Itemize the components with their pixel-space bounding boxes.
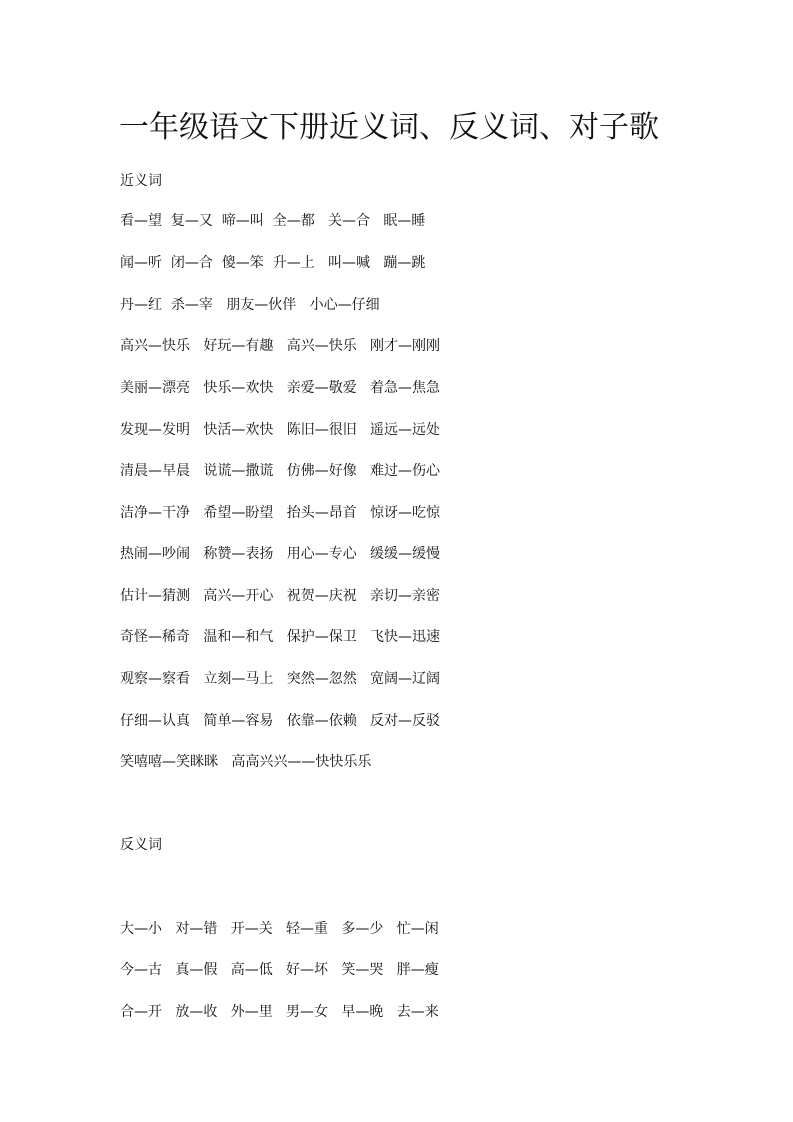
synonym-line: 笑嘻嘻—笑眯眯 高高兴兴——快快乐乐 [120, 754, 372, 770]
antonym-line: 合—开 放—收 外—里 男—女 早—晚 去—来 [120, 1004, 439, 1020]
synonym-line: 清晨—早晨 说谎—撒谎 仿佛—好像 难过—伤心 [120, 463, 441, 479]
antonym-line: 今—古 真—假 高—低 好—坏 笑—哭 胖—瘦 [120, 962, 439, 978]
synonym-line: 丹—红 杀—宰 朋友—伙伴 小心—仔细 [120, 297, 380, 313]
synonym-line: 看—望 复—又 啼—叫 全—都 关—合 眠—睡 [120, 213, 426, 229]
page-title: 一年级语文下册近义词、反义词、对子歌 [119, 110, 659, 145]
synonym-line: 美丽—漂亮 快乐—欢快 亲爱—敬爱 着急—焦急 [120, 380, 441, 396]
section-heading-synonyms: 近义词 [120, 173, 162, 189]
synonym-line: 奇怪—稀奇 温和—和气 保护—保卫 飞快—迅速 [120, 629, 441, 645]
synonym-line: 高兴—快乐 好玩—有趣 高兴—快乐 刚才—刚刚 [120, 338, 441, 354]
synonym-line: 仔细—认真 简单—容易 依靠—依赖 反对—反驳 [120, 713, 441, 729]
synonym-line: 闻—听 闭—合 傻—笨 升—上 叫—喊 蹦—跳 [120, 255, 426, 271]
section-heading-antonyms: 反义词 [120, 837, 162, 853]
synonym-line: 观察—察看 立刻—马上 突然—忽然 宽阔—辽阔 [120, 671, 441, 687]
synonym-line: 洁净—干净 希望—盼望 抬头—昂首 惊讶—吃惊 [120, 505, 441, 521]
synonym-line: 估计—猜测 高兴—开心 祝贺—庆祝 亲切—亲密 [120, 588, 441, 604]
synonym-line: 发现—发明 快活—欢快 陈旧—很旧 遥远—远处 [120, 422, 441, 438]
synonym-line: 热闹—吵闹 称赞—表扬 用心—专心 缓缓—缓慢 [120, 546, 441, 562]
antonym-line: 大—小 对—错 开—关 轻—重 多—少 忙—闲 [120, 921, 439, 937]
